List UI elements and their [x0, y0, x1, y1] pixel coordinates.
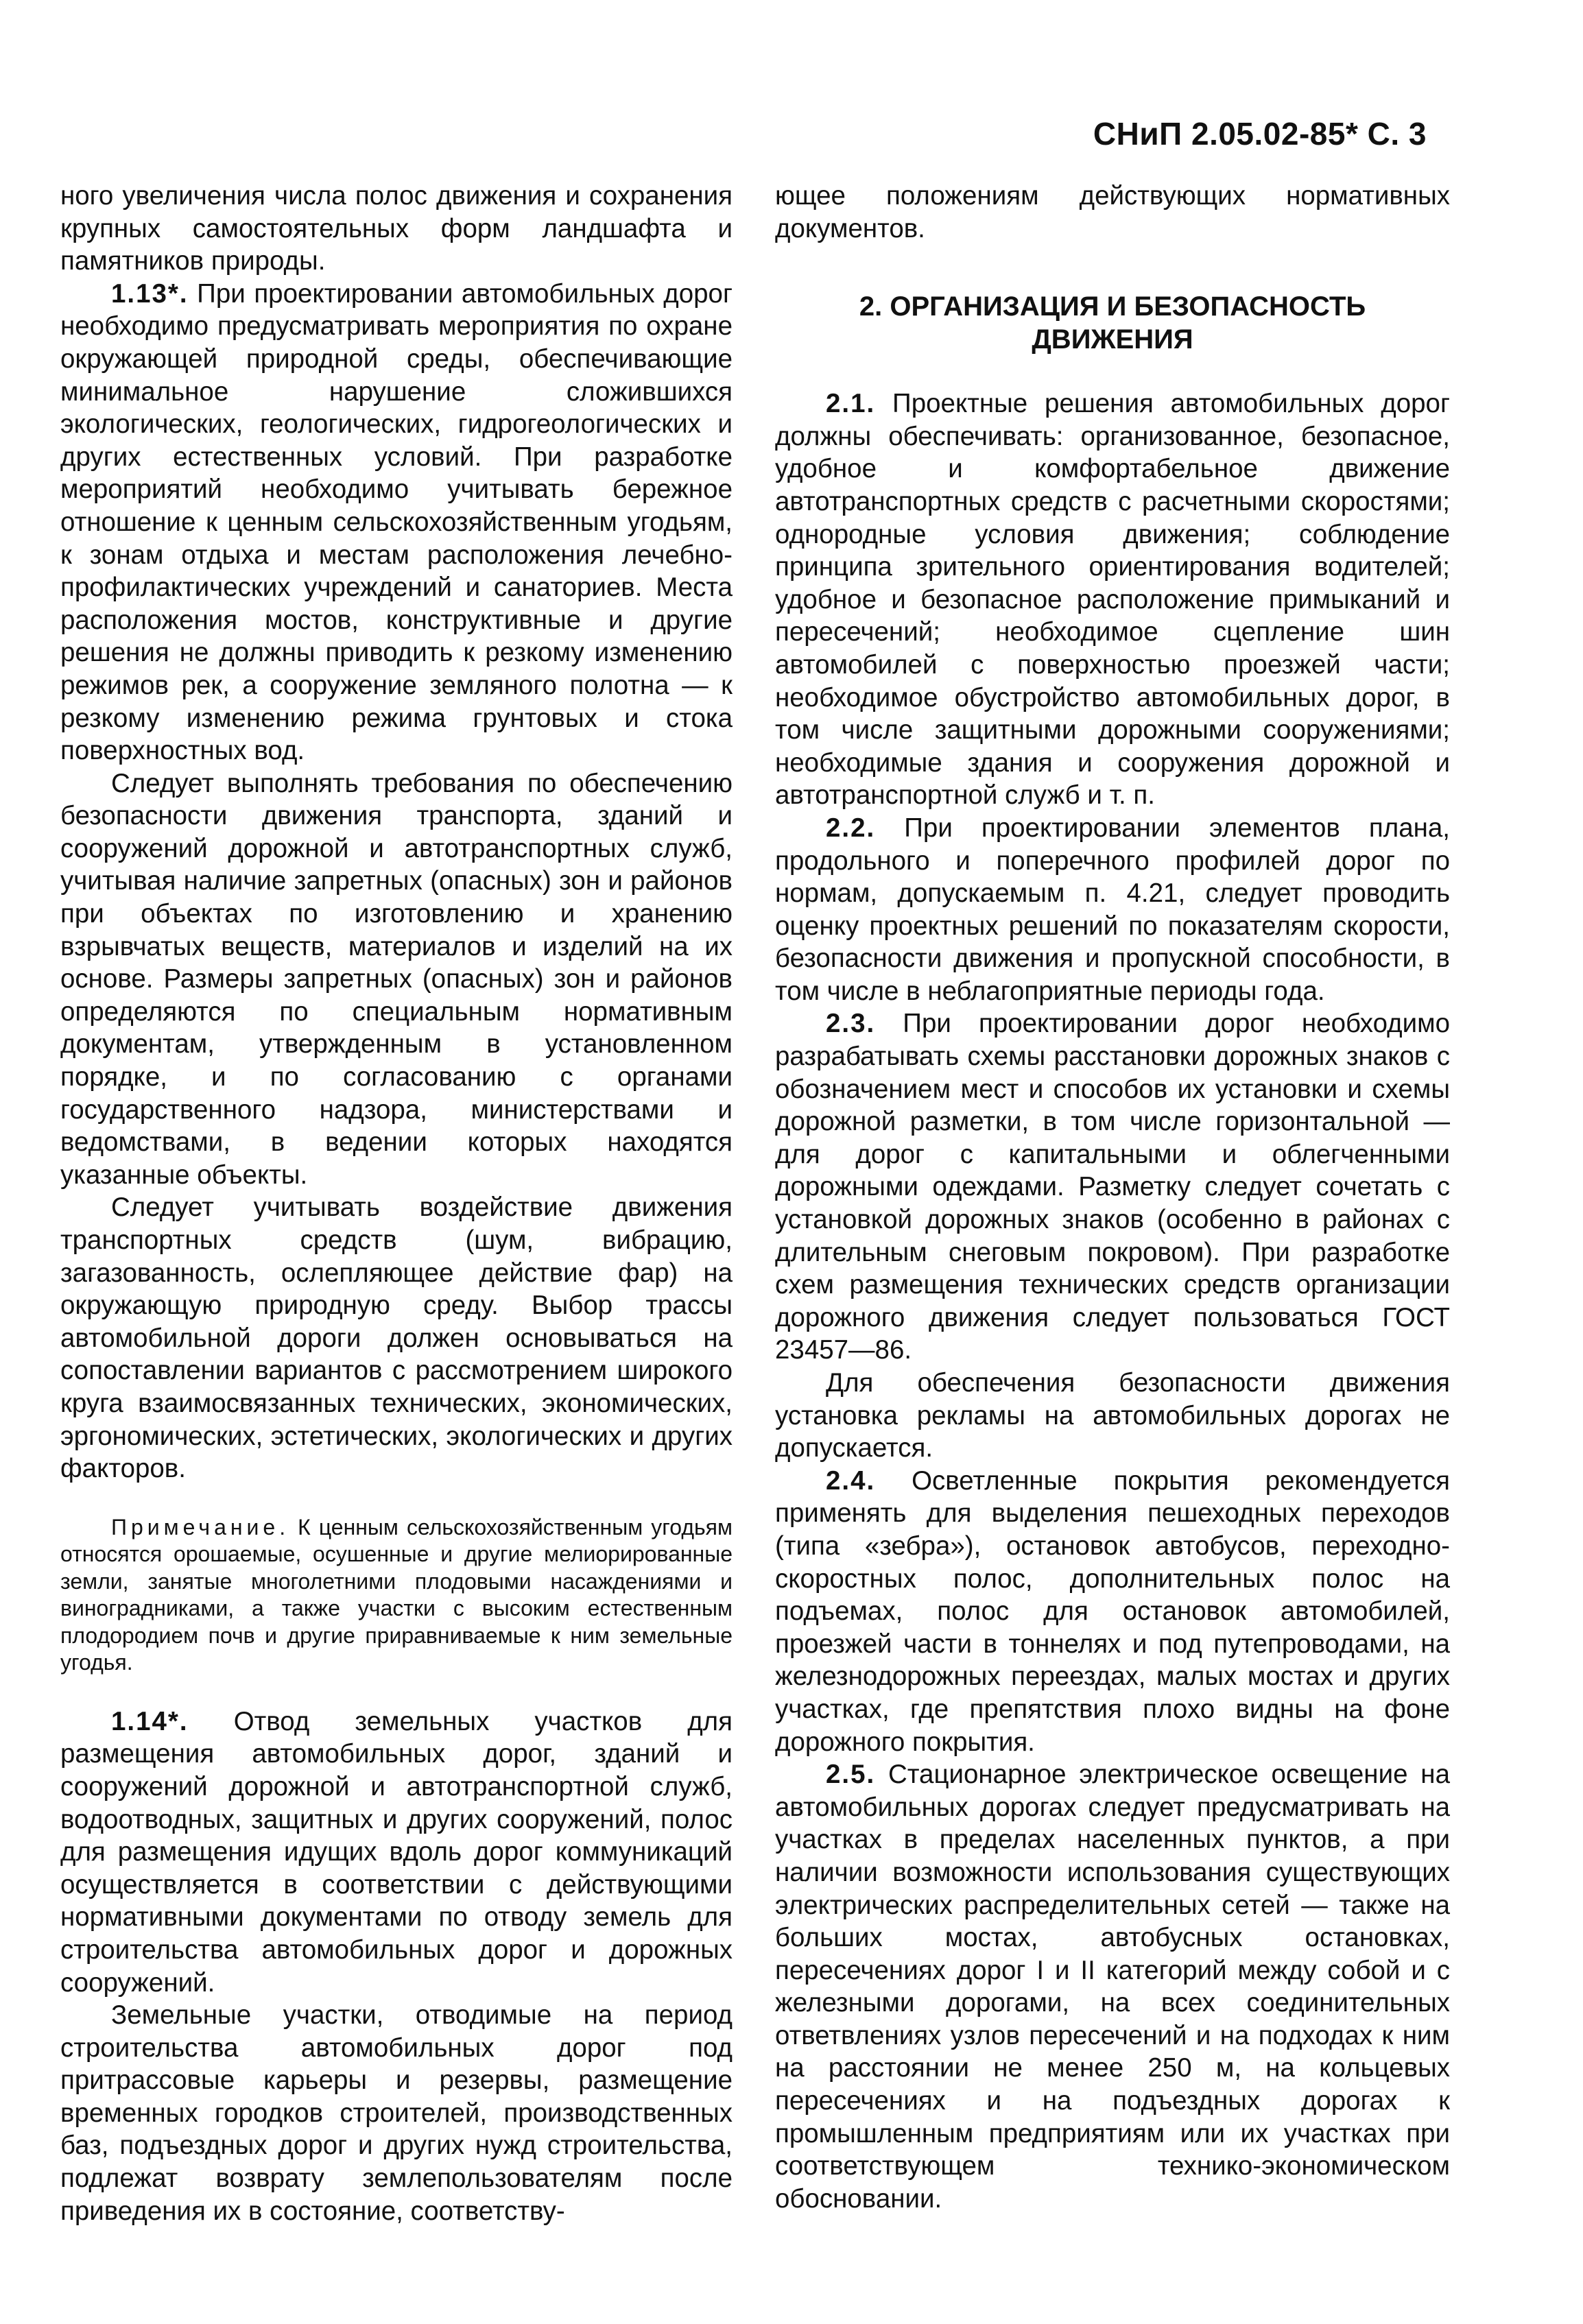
- clause-number: 2.2.: [826, 813, 876, 843]
- clause-number: 2.3.: [826, 1009, 876, 1039]
- running-head: СНиП 2.05.02-85* С. 3: [1093, 116, 1427, 152]
- clause-number: 1.13*.: [111, 278, 189, 309]
- note-text: К ценным сельскохозяйственным угодьям относятся орошаемые, осушенные и другие мелиорированные земли, занятые многолетними плодовыми насаждениями и виноградниками, а также участки с высоким естественным плодородием почв и другие приравниваемые к ним земельные угодья.: [60, 1514, 733, 1675]
- paragraph-ads: Для обеспечения безопасности движения установка рекламы на автомобильных дорогах не допускается.: [775, 1368, 1450, 1463]
- clause-1-13: [60, 278, 733, 767]
- left-column: [60, 180, 733, 2227]
- note: [60, 1514, 733, 1677]
- clause-text: Осветленные покрытия рекомендуется применять для выделения пешеходных переходов (типа «зебра»), остановок автобусов, переходно-скоростных полос, дополнительных полос на подъемах, полос для остановок автомобилей, проезжей части в тоннелях и под путепроводами, на железнодорожных переездах, малых мостах и других участках, где препятствия плохо видны на фоне дорожного покрытия.: [775, 1465, 1450, 1757]
- clause-2-5: [775, 1758, 1450, 2215]
- note-label: Примечание.: [111, 1514, 290, 1540]
- paragraph-continuation: ного увеличения числа полос движения и сохранения крупных самостоятельных форм ландшафта и памятников природы.: [60, 181, 733, 276]
- clause-number: 2.5.: [826, 1760, 876, 1790]
- clause-2-4: [775, 1465, 1450, 1758]
- section-title: 2. ОРГАНИЗАЦИЯ И БЕЗОПАСНОСТЬ ДВИЖЕНИЯ: [859, 291, 1366, 355]
- clause-text: Стационарное электрическое освещение на автомобильных дорогах следует предусматривать на участках в пределах населенных пунктов, а при наличии возможности использования существующих электрических распределительных сетей — также на больших мостах, автобусных остановках, пересечениях дорог I и II категорий между собой и с железными дорогами, на всех соединительных ответвлениях узлов пересечений и на подходах к ним на расстоянии не менее 250 м, на кольцевых пересечениях и на подъездных дорогах к промышленным предприятиям или их участках при соответствующем технико-экономическом обосновании.: [775, 1760, 1450, 2214]
- clause-1-14: [60, 1705, 733, 1999]
- clause-2-3: [775, 1007, 1450, 1367]
- right-column: [775, 180, 1450, 2215]
- clause-text: Отвод земельных участков для размещения автомобильных дорог, зданий и сооружений дорожной и автотранспортной служб, водоотводных, защитных и других сооружений, полос для размещения идущих вдоль дорог коммуникаций осуществляется в соответствии с действующими нормативными документами по отводу земель для строительства автомобильных дорог и дорожных сооружений.: [60, 1706, 733, 1998]
- paragraph-impact: Следует учитывать воздействие движения транспортных средств (шум, вибрацию, загазованность, ослепляющее действие фар) на окружающую природную среду. Выбор трассы автомобильной дороги должен основываться на сопоставлении вариантов с рассмотрением широкого круга взаимосвязанных технических, экономических, эргономических, эстетических, экологических и других факторов.: [60, 1193, 733, 1484]
- paragraph-safety: Следует выполнять требования по обеспечению безопасности движения транспорта, зданий и сооружений дорожной и автотранспортных служб, учитывая наличие запретных (опасных) зон и районов при объектах по изготовлению и хранению взрывчатых веществ, материалов и изделий на их основе. Размеры запретных (опасных) зон и районов определяются по специальным нормативным документам, утвержденным в установленном порядке, и по согласованию с органами государственного надзора, министерствами и ведомствами, в ведении которых находятся указанные объекты.: [60, 768, 733, 1190]
- clause-text: При проектировании элементов плана, продольного и поперечного профилей дорог по нормам, допускаемым п. 4.21, следует проводить оценку проектных решений по показателям скорости, безопасности движения и пропускной способности, в том числе в неблагоприятные периоды года.: [775, 813, 1450, 1006]
- clause-number: 2.1.: [826, 389, 876, 419]
- clause-text: Проектные решения автомобильных дорог должны обеспечивать: организованное, безопасное, удобное и комфортабельное движение автотранспортных средств с расчетными скоростями; однородные условия движения; соблюдение принципа зрительного ориентирования водителей; удобное и безопасное расположение примыканий и пересечений; необходимое сцепление шин автомобилей с поверхностью проезжей части; необходимое обустройство автомобильных дорог, в том числе защитными дорожными сооружениями; необходимые здания и сооружения дорожной и автотранспортной служб и т. п.: [775, 389, 1450, 811]
- clause-number: 1.14*.: [111, 1706, 189, 1736]
- paragraph-continuation: ющее положениям действующих нормативных документов.: [775, 181, 1450, 243]
- paragraph-land: Земельные участки, отводимые на период строительства автомобильных дорог под притрассовые карьеры и резервы, размещение временных городков строителей, производственных баз, подъездных дорог и других нужд строительства, подлежат возврату землепользователям после приведения их в состояние, соответству-: [60, 2000, 733, 2226]
- clause-number: 2.4.: [826, 1465, 876, 1496]
- clause-2-2: [775, 812, 1450, 1008]
- clause-text: При проектировании дорог необходимо разрабатывать схемы расстановки дорожных знаков с обозначением мест и способов их установки и схемы дорожной разметки, в том числе горизонтальной — для дорог с капитальными и облегченными дорожными одеждами. Разметку следует сочетать с установкой дорожных знаков (особенно в районах с длительным снеговым покровом). При разработке схем размещения технических средств организации дорожного движения следует пользоваться ГОСТ 23457—86.: [775, 1009, 1450, 1365]
- clause-text: При проектировании автомобильных дорог необходимо предусматривать мероприятия по охране окружающей природной среды, обеспечивающие минимальное нарушение сложившихся экологических, геологических, гидрогеологических и других естественных условий. При разработке мероприятий необходимо учитывать бережное отношение к ценным сельскохозяйственным угодьям, к зонам отдыха и местам расположения лечебно-профилактических учреждений и санаториев. Места расположения мостов, конструктивные и другие решения не должны приводить к резкому изменению режимов рек, а сооружение земляного полотна — к резкому изменению режима грунтовых и стока поверхностных вод.: [60, 278, 733, 766]
- clause-2-1: [775, 387, 1450, 812]
